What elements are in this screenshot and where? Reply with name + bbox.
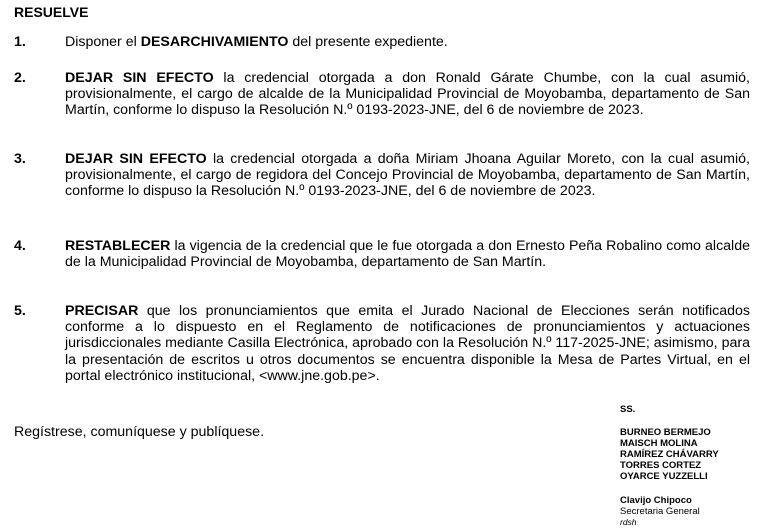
resolution-item-3 <box>14 151 750 200</box>
item-text: DEJAR SIN EFECTO la credencial otorgada a don Ronald Gárate Chumbe, con la cual asumió, provisionalmente, el cargo de alcalde de la Municipalidad Provincial de Moyobamba, departamento de San Martín, conforme lo dispuso la Resolución N.º 0193-2023-JNE, del 6 de noviembre de 2023. <box>65 70 750 119</box>
signature-name: BURNEO BERMEJO <box>620 427 711 438</box>
item-text: Disponer el DESARCHIVAMIENTO del presente expediente. <box>65 34 448 50</box>
signature-name: MAISCH MOLINA <box>620 438 698 449</box>
item-keyword: DESARCHIVAMIENTO <box>140 34 289 50</box>
resolution-item-5 <box>14 303 750 384</box>
resolution-item-2 <box>14 70 750 119</box>
item-text: RESTABLECER la vigencia de la credencial que le fue otorgada a don Ernesto Peña Robalino como alcalde de la Municipalidad Provincial de Moyobamba, departamento de San Martín. <box>65 238 750 271</box>
item-number: 3. <box>14 151 26 167</box>
item-keyword: DEJAR SIN EFECTO <box>65 151 207 167</box>
secretary-title: Secretaria General <box>620 506 700 517</box>
section-heading: RESUELVE <box>14 4 89 20</box>
item-number: 5. <box>14 303 26 319</box>
signature-ss: SS. <box>620 404 636 415</box>
signature-name: OYARCE YUZZELLI <box>620 471 708 482</box>
secretary-name: Clavijo Chipoco <box>620 495 692 506</box>
signature-name: TORRES CORTEZ <box>620 460 702 471</box>
resolution-item-4 <box>14 238 750 270</box>
item-keyword: PRECISAR <box>65 303 139 319</box>
drafter-initials: rdsh <box>620 517 637 527</box>
item-text: DEJAR SIN EFECTO la credencial otorgada a doña Miriam Jhoana Aguilar Moreto, con la cual asumió, provisionalmente, el cargo de regidora del Concejo Provincial de Moyobamba, departamento de San Martín, conforme lo dispuso la Resolución N.º 0193-2023-JNE, del 6 de noviembre de 2023. <box>65 151 750 200</box>
item-text: PRECISAR que los pronunciamientos que emita el Jurado Nacional de Elecciones serán notificados conforme a lo dispuesto en el Reglamento de notificaciones de pronunciamientos y actuaciones jurisdiccionales mediante Casilla Electrónica, aprobado con la Resolución N.º 117-2025-JNE; asimismo, para la presentación de escritos u otros documentos se encuentra disponible la Mesa de Partes Virtual, en el portal electrónico institucional, <www.jne.gob.pe>. <box>65 303 750 384</box>
item-keyword: DEJAR SIN EFECTO <box>65 70 214 86</box>
item-number: 1. <box>14 34 26 50</box>
item-number: 2. <box>14 70 26 86</box>
item-keyword: RESTABLECER <box>65 238 171 254</box>
signature-name: RAMÍREZ CHÁVARRY <box>620 449 719 460</box>
item-number: 4. <box>14 238 26 254</box>
resolution-item-1 <box>14 34 750 50</box>
closing-statement: Regístrese, comuníquese y publíquese. <box>14 424 265 440</box>
